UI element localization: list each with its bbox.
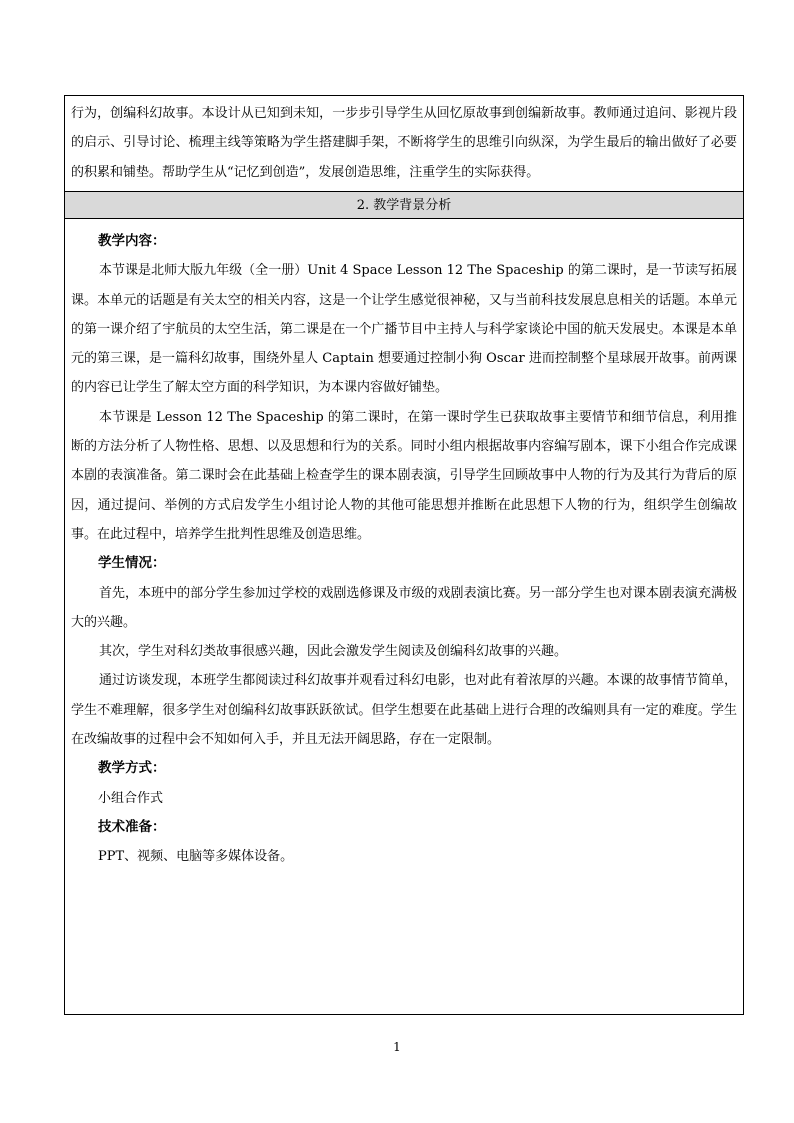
background-analysis-cell xyxy=(65,219,743,1014)
teaching-content-paragraph-2: 本节课是 Lesson 12 The Spaceship 的第二课时，在第一课时学生已获取故事主要情节和细节信息，利用推断的方法分析了人物性格、思想、以及思想和行为的关系。同时小组内根据故事内容编写剧本，课下小组合作完成课本剧的表演准备。第二课时会在此基础上检查学生的课本剧表演，引导学生回顾故事中人物的行为及其行为背后的原因，通过提问、举例的方式启发学生小组讨论人物的其他可能思想并推断在此思想下人物的行为，组织学生创编故事。在此过程中，培养学生批判性思维及创造思维。 xyxy=(71,409,737,542)
design-summary-cell xyxy=(65,96,743,192)
student-situation-heading: 学生情况： xyxy=(98,555,166,572)
teaching-method-heading: 教学方式： xyxy=(98,760,166,777)
tech-prep-heading: 技术准备： xyxy=(98,818,166,835)
student-paragraph-2: 其次，学生对科幻类故事很感兴趣，因此会激发学生阅读及创编科幻故事的兴趣。 xyxy=(99,644,568,660)
section-header: 2. 教学背景分析 xyxy=(65,192,743,219)
tech-prep-text: PPT、视频、电脑等多媒体设备。 xyxy=(98,849,294,865)
teaching-method-text: 小组合作式 xyxy=(98,790,164,806)
design-summary-paragraph: 行为，创编科幻故事。本设计从已知到未知，一步步引导学生从回忆原故事到创编新故事。教师通过追问、影视片段的启示、引导讨论、梳理主线等策略为学生搭建脚手架，不断将学生的思维引向纵深，为学生最后的输出做好了必要的积累和铺垫。帮助学生从“记忆到创造”，发展创造思维，注重学生的实际获得。 xyxy=(71,106,737,180)
teaching-content-paragraph-1: 本节课是北师大版九年级（全一册）Unit 4 Space Lesson 12 The Spaceship 的第二课时，是一节读写拓展课。本单元的话题是有关太空的相关内容，这是一个让学生感觉很神秘，又与当前科技发展息息相关的话题。本单元的第一课介绍了宇航员的太空生活，第二课是在一个广播节目中主持人与科学家谈论中国的航天发展史。本课是本单元的第三课，是一篇科幻故事，围绕外星人 Captain 想要通过控制小狗 Oscar 进而控制整个星球展开故事。前两课的内容已让学生了解太空方面的科学知识，为本课内容做好铺垫。 xyxy=(71,263,737,396)
page-number: 1 xyxy=(393,1040,401,1054)
lesson-plan-table xyxy=(64,95,744,1015)
teaching-content-heading: 教学内容： xyxy=(98,233,166,249)
student-paragraph-3: 通过访谈发现，本班学生都阅读过科幻故事并观看过科幻电影，也对此有着浓厚的兴趣。本课的故事情节简单，学生不难理解，很多学生对创编科幻故事跃跃欲试。但学生想要在此基础上进行合理的改编则具有一定的难度。学生在改编故事的过程中会不知如何入手，并且无法开阔思路，存在一定限制。 xyxy=(71,673,737,748)
student-paragraph-1: 首先，本班中的部分学生参加过学校的戏剧选修课及市级的戏剧表演比赛。另一部分学生也对课本剧表演充满极大的兴趣。 xyxy=(71,585,737,630)
